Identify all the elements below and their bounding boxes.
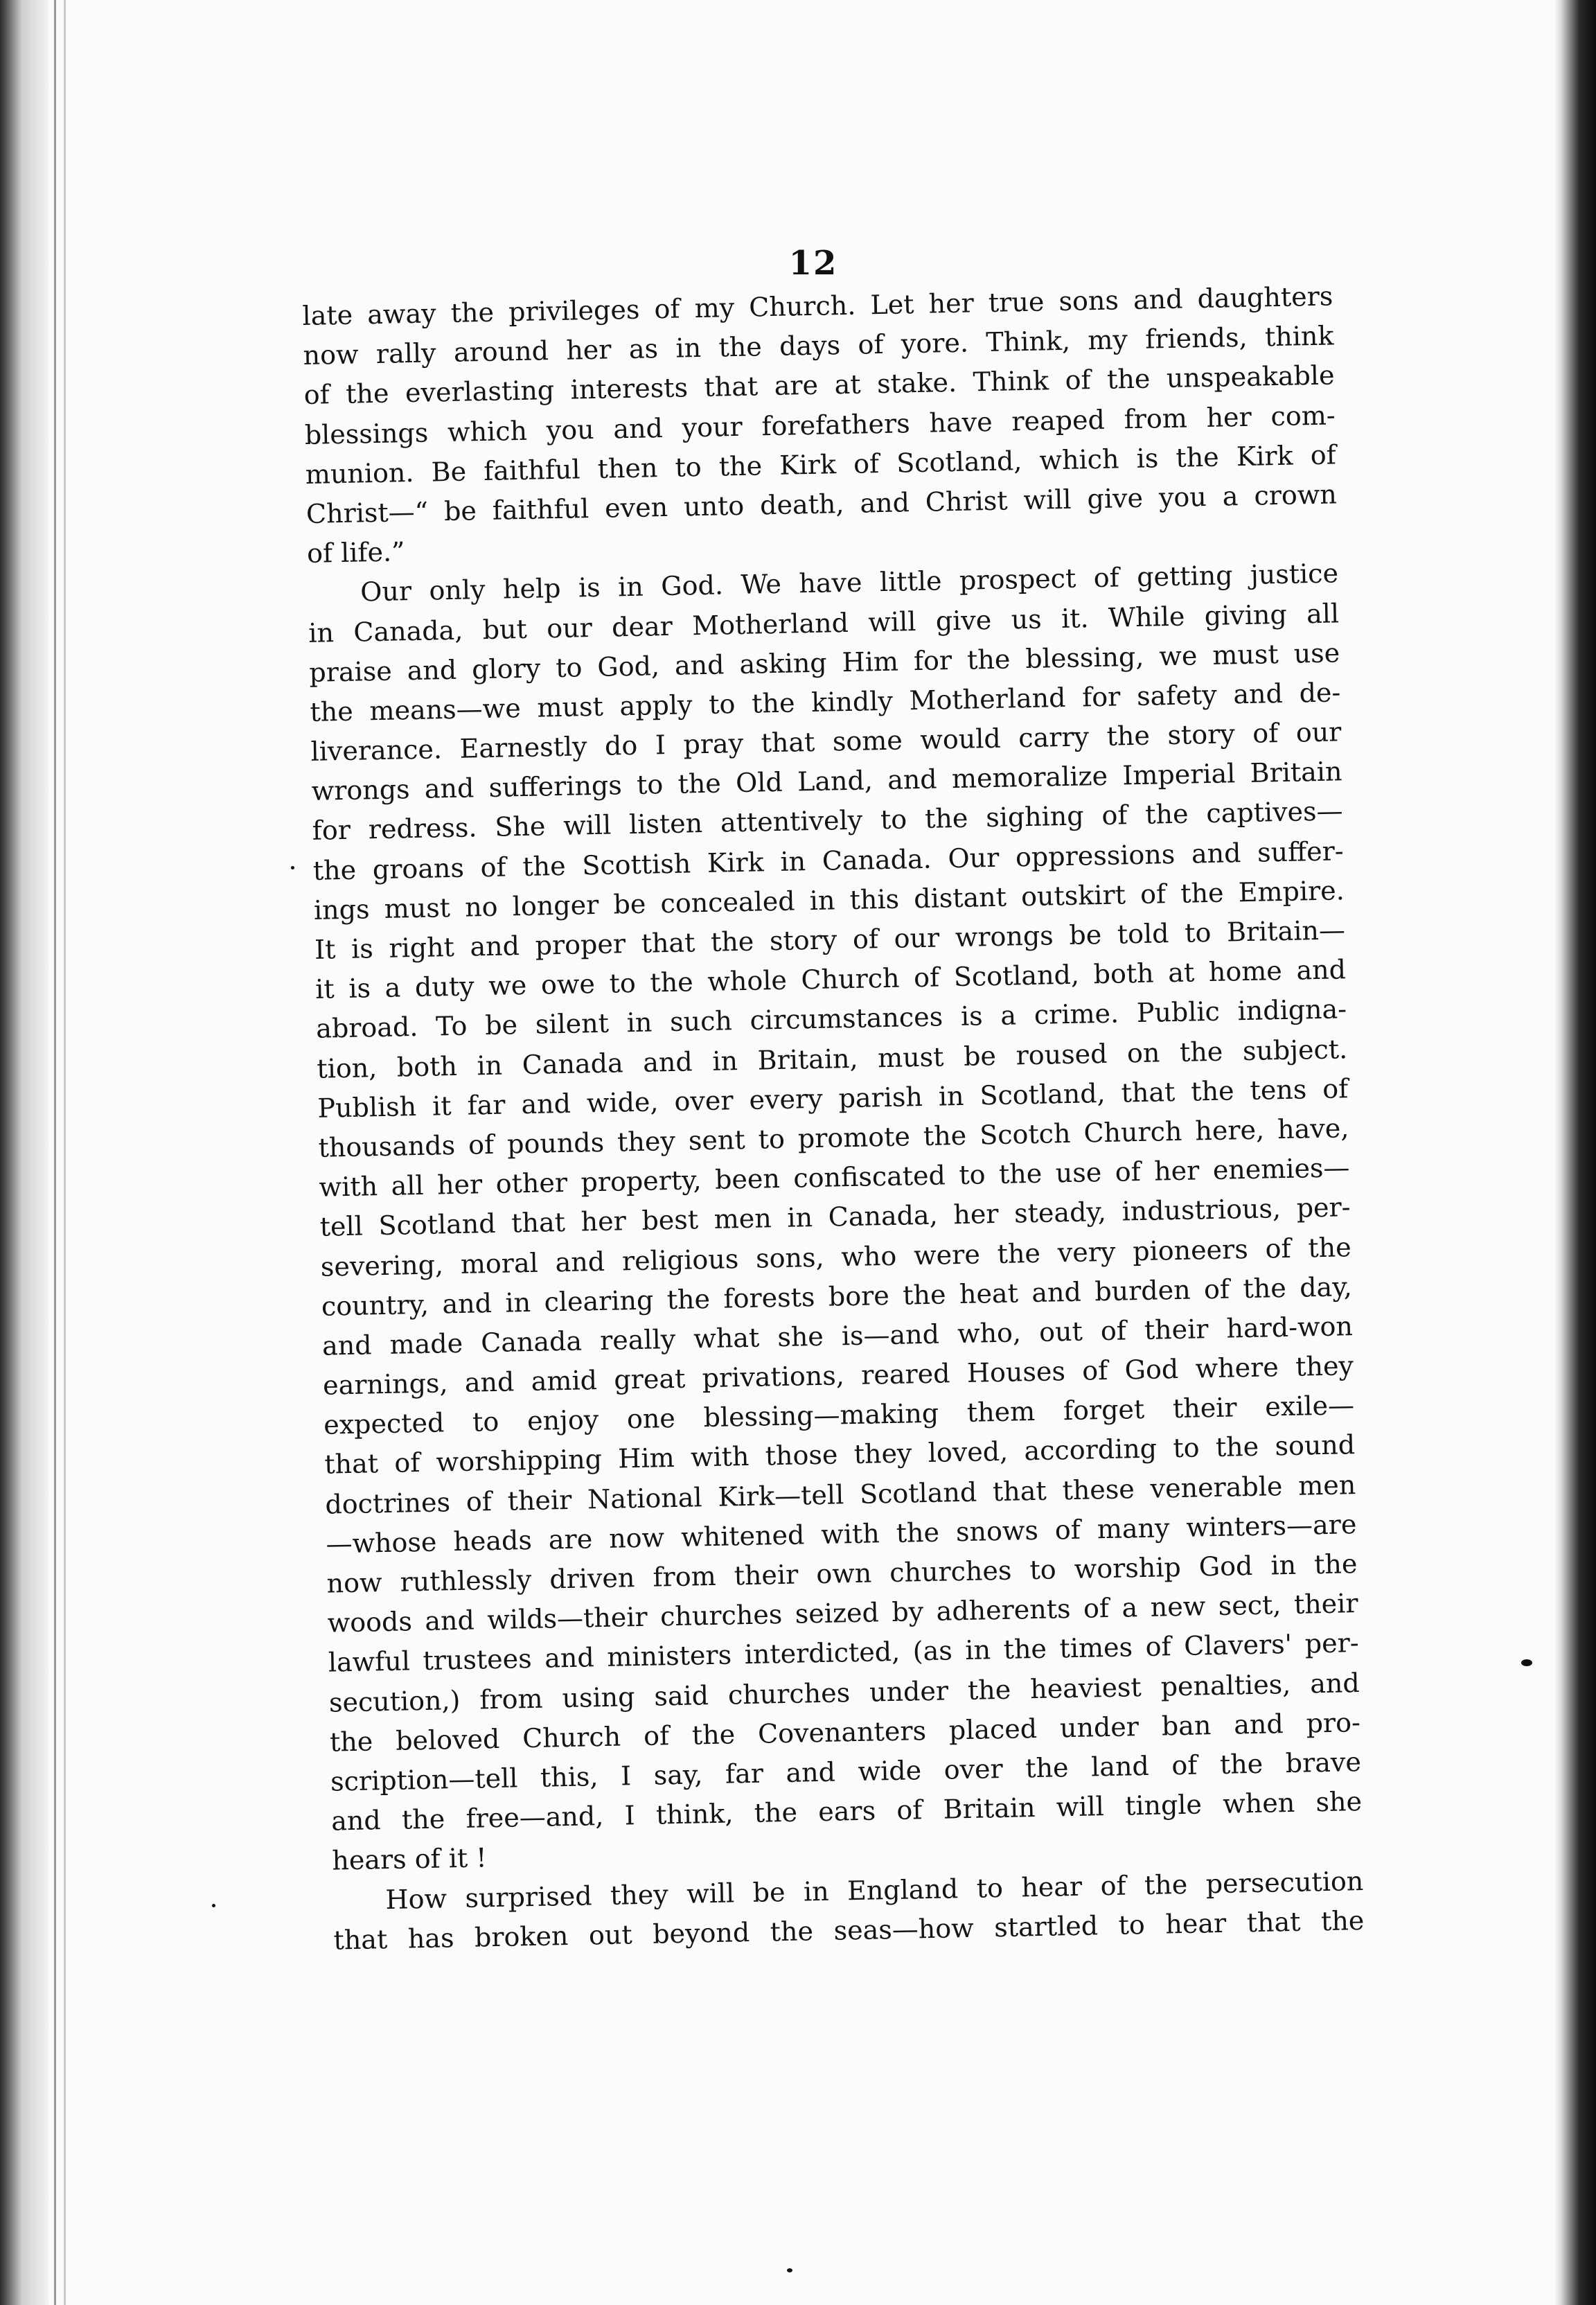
text-line: now rally around her as in the days of yore. Think, my friends, think — [303, 320, 1334, 371]
text-line: of life.” — [306, 536, 405, 569]
text-line: wrongs and sufferings to the Old Land, and memoralize Imperial Britain — [311, 756, 1342, 807]
text-line: woods and wilds—their churches seized by adherents of a new sect, their — [327, 1588, 1358, 1639]
text-line: Our only help is in God. We have little prospect of getting justice — [360, 558, 1339, 608]
text-line: that has broken out beyond the seas—how startled to hear that the — [333, 1905, 1365, 1956]
body-text — [302, 276, 1365, 1960]
page-right-edge — [1554, 0, 1596, 2305]
text-line: tion, both in Canada and in Britain, must be roused on the subject. — [316, 1033, 1348, 1084]
text-line: and made Canada really what she is—and who, out of their hard-won — [321, 1311, 1354, 1361]
text-line: tell Scotland that her best men in Canada, her steady, industrious, per- — [319, 1192, 1351, 1243]
text-line: —whose heads are now whitened with the snows of many winters—are — [326, 1508, 1357, 1560]
text-line: now ruthlessly driven from their own churches to worship God in the — [326, 1548, 1358, 1599]
text-line: expected to enjoy one blessing—making them forget their exile— — [323, 1390, 1355, 1440]
text-line: It is right and proper that the story of our wrongs be told to Britain— — [314, 915, 1346, 965]
ink-speck — [787, 2268, 792, 2272]
text-line: with all her other property, been confiscated to the use of her enemies— — [319, 1152, 1350, 1203]
gutter-line — [54, 0, 56, 2305]
text-line: country, and in clearing the forests bore the heat and burden of the day, — [321, 1271, 1353, 1322]
text-line: the means—we must apply to the kindly Motherland for safety and de- — [310, 677, 1341, 727]
text-line: secution,) from using said churches under the heaviest penalties, and — [328, 1667, 1360, 1718]
text-line: late away the privileges of my Church. Let her true sons and daughters — [302, 281, 1333, 331]
ink-speck — [212, 1904, 215, 1907]
text-line: hears of it ! — [331, 1842, 487, 1876]
text-line: the groans of the Scottish Kirk in Canada. Our oppressions and suffer- — [312, 835, 1345, 886]
gutter-line — [64, 0, 66, 2305]
text-line: munion. Be faithful then to the Kirk of Scotland, which is the Kirk of — [305, 439, 1337, 490]
text-line: scription—tell this, I say, far and wide over the land of the brave — [330, 1746, 1362, 1797]
text-line: the beloved Church of the Covenanters placed under ban and pro- — [329, 1706, 1361, 1758]
binding-gutter — [0, 0, 48, 2305]
text-line: ings must no longer be concealed in this distant outskirt of the Empire. — [313, 875, 1345, 926]
text-line: blessings which you and your forefathers have reaped from her com- — [304, 399, 1336, 450]
text-line: Christ—“ be faithful even unto death, and Christ will give you a crown — [305, 479, 1338, 529]
page-number-text: 12 — [788, 244, 838, 283]
ink-speck — [1521, 1659, 1532, 1666]
text-line: doctrines of their National Kirk—tell Scotland that these venerable men — [325, 1469, 1356, 1520]
page-number — [0, 244, 1596, 283]
text-line: How surprised they will be in England to hear of the persecution — [385, 1865, 1364, 1915]
text-line: that of worshipping Him with those they loved, according to the sound — [323, 1429, 1356, 1481]
text-line: earnings, and amid great privations, reared Houses of God where they — [322, 1350, 1354, 1401]
text-line: for redress. She will listen attentively to the sighing of the captives— — [312, 795, 1343, 847]
text-line: praise and glory to God, and asking Him for the blessing, we must use — [308, 637, 1340, 688]
text-line: Publish it far and wide, over every parish in Scotland, that the tens of — [317, 1072, 1349, 1124]
text-line: severing, moral and religious sons, who were the very pioneers of the — [320, 1231, 1352, 1282]
text-line: lawful trustees and ministers interdicted, (as in the times of Clavers' per- — [328, 1627, 1360, 1679]
text-line: in Canada, but our dear Motherland will give us it. While giving all — [308, 597, 1340, 648]
text-line: it is a duty we owe to the whole Church of Scotland, both at home and — [314, 954, 1347, 1005]
text-line: liverance. Earnestly do I pray that some would carry the story of our — [310, 716, 1342, 767]
ink-speck — [291, 866, 294, 869]
text-line: and the free—and, I think, the ears of Britain will tingle when she — [330, 1786, 1363, 1837]
text-line: thousands of pounds they sent to promote the Scotch Church here, have, — [318, 1113, 1349, 1163]
text-line: abroad. To be silent in such circumstances is a crime. Public indigna- — [315, 993, 1347, 1045]
text-line: of the everlasting interests that are at stake. Think of the unspeakable — [303, 360, 1335, 411]
